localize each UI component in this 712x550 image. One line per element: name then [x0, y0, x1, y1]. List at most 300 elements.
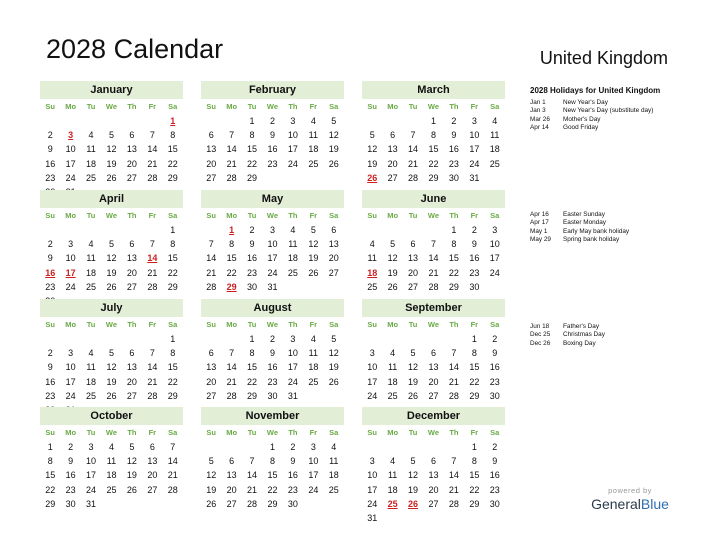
day-cell[interactable]: 2 [68, 442, 74, 452]
day-cell[interactable]: 2 [47, 130, 53, 141]
day-cell[interactable]: 12 [106, 253, 117, 264]
day-cell[interactable]: 15 [469, 470, 480, 481]
day-cell[interactable]: 15 [167, 362, 178, 373]
day-cell[interactable]: 26 [106, 172, 117, 183]
day-cell[interactable]: 30 [267, 390, 278, 401]
day-cell[interactable]: 25 [387, 390, 398, 401]
day-cell[interactable]: 7 [229, 130, 235, 141]
day-cell[interactable]: 11 [308, 130, 318, 141]
day-cell[interactable]: 7 [430, 239, 436, 250]
day-cell[interactable]: 22 [167, 376, 178, 387]
day-cell[interactable]: 22 [45, 484, 56, 495]
day-cell[interactable]: 24 [65, 390, 76, 401]
day-cell[interactable]: 11 [329, 456, 339, 467]
day-cell[interactable]: 24 [86, 484, 97, 495]
day-cell[interactable]: 4 [88, 348, 94, 359]
day-cell[interactable]: 15 [267, 470, 278, 481]
day-cell[interactable]: 14 [206, 253, 217, 264]
day-cell[interactable]: 5 [410, 348, 416, 359]
day-cell[interactable]: 12 [408, 362, 419, 373]
day-cell[interactable]: 14 [147, 362, 158, 373]
day-cell[interactable]: 12 [106, 144, 117, 155]
day-cell[interactable]: 20 [126, 158, 137, 169]
day-cell[interactable]: 16 [489, 470, 500, 481]
day-cell[interactable]: 18 [86, 158, 97, 169]
day-cell[interactable]: 14 [226, 362, 237, 373]
day-cell[interactable]: 11 [86, 253, 96, 264]
day-cell[interactable]: 8 [229, 239, 235, 250]
day-cell[interactable]: 27 [147, 484, 158, 495]
day-cell[interactable]: 19 [328, 144, 339, 155]
day-cell[interactable]: 17 [287, 144, 298, 155]
day-cell[interactable]: 11 [86, 362, 96, 373]
day-cell-holiday[interactable]: 17 [65, 267, 76, 278]
day-cell[interactable]: 24 [267, 267, 278, 278]
day-cell[interactable]: 17 [65, 376, 76, 387]
day-cell[interactable]: 3 [471, 116, 477, 126]
day-cell-holiday[interactable]: 3 [68, 130, 74, 141]
day-cell[interactable]: 16 [489, 362, 500, 373]
day-cell[interactable]: 16 [448, 144, 459, 155]
day-cell[interactable]: 31 [267, 281, 278, 292]
day-cell[interactable]: 13 [126, 144, 137, 155]
day-cell[interactable]: 27 [206, 390, 217, 401]
day-cell[interactable]: 23 [489, 376, 500, 387]
day-cell[interactable]: 20 [206, 376, 217, 387]
day-cell[interactable]: 3 [68, 239, 74, 250]
day-cell[interactable]: 19 [126, 470, 137, 481]
day-cell[interactable]: 22 [469, 376, 480, 387]
day-cell-holiday[interactable]: 1 [170, 116, 176, 126]
day-cell[interactable]: 3 [269, 225, 275, 235]
day-cell[interactable]: 15 [247, 362, 258, 373]
day-cell[interactable]: 2 [269, 334, 275, 344]
day-cell[interactable]: 11 [106, 456, 117, 467]
day-cell[interactable]: 29 [45, 498, 56, 509]
day-cell[interactable]: 20 [226, 484, 237, 495]
day-cell[interactable]: 4 [310, 116, 316, 126]
day-cell[interactable]: 4 [369, 239, 375, 250]
day-cell[interactable]: 17 [65, 158, 76, 169]
day-cell-holiday[interactable]: 18 [367, 267, 378, 278]
day-cell[interactable]: 10 [308, 456, 319, 467]
day-cell[interactable]: 28 [147, 281, 158, 292]
day-cell[interactable]: 30 [489, 498, 500, 509]
day-cell[interactable]: 8 [269, 456, 275, 467]
day-cell[interactable]: 13 [206, 144, 217, 155]
day-cell[interactable]: 11 [387, 362, 398, 373]
day-cell[interactable]: 10 [86, 456, 97, 467]
day-cell[interactable]: 23 [45, 172, 56, 183]
day-cell[interactable]: 7 [149, 130, 155, 141]
day-cell[interactable]: 1 [170, 334, 176, 344]
day-cell[interactable]: 16 [267, 144, 278, 155]
day-cell[interactable]: 17 [287, 362, 298, 373]
day-cell[interactable]: 11 [86, 144, 96, 155]
day-cell[interactable]: 3 [290, 116, 296, 126]
day-cell[interactable]: 28 [147, 390, 158, 401]
day-cell[interactable]: 8 [249, 130, 255, 141]
day-cell[interactable]: 6 [129, 130, 135, 141]
day-cell[interactable]: 6 [430, 348, 436, 359]
day-cell[interactable]: 28 [428, 281, 439, 292]
day-cell[interactable]: 22 [267, 484, 278, 495]
day-cell[interactable]: 19 [408, 484, 419, 495]
day-cell[interactable]: 17 [469, 144, 480, 155]
day-cell[interactable]: 6 [208, 348, 214, 359]
day-cell[interactable]: 22 [469, 484, 480, 495]
day-cell[interactable]: 23 [247, 267, 258, 278]
day-cell[interactable]: 3 [492, 225, 498, 235]
day-cell[interactable]: 1 [471, 334, 477, 344]
day-cell[interactable]: 13 [428, 362, 439, 373]
day-cell[interactable]: 6 [331, 225, 337, 235]
day-cell[interactable]: 20 [428, 376, 439, 387]
day-cell[interactable]: 2 [47, 239, 53, 250]
day-cell[interactable]: 10 [65, 253, 76, 264]
day-cell[interactable]: 15 [45, 470, 56, 481]
day-cell[interactable]: 23 [45, 390, 56, 401]
day-cell[interactable]: 20 [428, 484, 439, 495]
day-cell[interactable]: 13 [147, 456, 158, 467]
day-cell[interactable]: 1 [170, 225, 176, 235]
day-cell[interactable]: 18 [308, 362, 319, 373]
day-cell[interactable]: 15 [167, 253, 178, 264]
day-cell[interactable]: 26 [387, 281, 398, 292]
day-cell-holiday[interactable]: 1 [229, 225, 235, 235]
day-cell[interactable]: 14 [448, 470, 459, 481]
day-cell[interactable]: 15 [469, 362, 480, 373]
day-cell[interactable]: 29 [469, 390, 480, 401]
day-cell[interactable]: 8 [47, 456, 53, 467]
day-cell[interactable]: 19 [206, 484, 217, 495]
day-cell[interactable]: 23 [65, 484, 76, 495]
day-cell[interactable]: 3 [290, 334, 296, 344]
day-cell[interactable]: 30 [65, 498, 76, 509]
day-cell-holiday[interactable]: 26 [408, 498, 419, 509]
day-cell[interactable]: 24 [287, 376, 298, 387]
day-cell[interactable]: 28 [226, 172, 237, 183]
day-cell[interactable]: 24 [469, 158, 480, 169]
day-cell[interactable]: 1 [249, 334, 255, 344]
day-cell[interactable]: 10 [287, 130, 298, 141]
day-cell[interactable]: 10 [65, 362, 76, 373]
day-cell[interactable]: 28 [408, 172, 419, 183]
day-cell[interactable]: 24 [308, 484, 319, 495]
day-cell[interactable]: 29 [469, 498, 480, 509]
day-cell-holiday[interactable]: 26 [367, 172, 378, 183]
day-cell[interactable]: 10 [489, 239, 500, 250]
day-cell[interactable]: 25 [86, 390, 97, 401]
day-cell[interactable]: 15 [226, 253, 237, 264]
day-cell[interactable]: 4 [310, 334, 316, 344]
day-cell[interactable]: 15 [448, 253, 459, 264]
day-cell[interactable]: 11 [288, 239, 298, 250]
day-cell[interactable]: 25 [86, 172, 97, 183]
day-cell[interactable]: 21 [448, 484, 459, 495]
day-cell[interactable]: 1 [451, 225, 457, 235]
day-cell[interactable]: 5 [129, 442, 135, 452]
day-cell[interactable]: 2 [290, 442, 296, 452]
day-cell[interactable]: 9 [269, 130, 275, 141]
day-cell[interactable]: 4 [390, 348, 396, 359]
day-cell[interactable]: 23 [469, 267, 480, 278]
day-cell[interactable]: 8 [170, 348, 176, 359]
day-cell[interactable]: 5 [108, 130, 114, 141]
day-cell[interactable]: 29 [167, 281, 178, 292]
day-cell[interactable]: 16 [45, 376, 56, 387]
day-cell[interactable]: 14 [428, 253, 439, 264]
day-cell[interactable]: 10 [65, 144, 76, 155]
day-cell[interactable]: 12 [126, 456, 137, 467]
day-cell[interactable]: 28 [448, 498, 459, 509]
day-cell[interactable]: 3 [310, 442, 316, 452]
day-cell[interactable]: 27 [126, 390, 137, 401]
day-cell[interactable]: 19 [106, 376, 117, 387]
day-cell[interactable]: 9 [249, 239, 255, 250]
day-cell[interactable]: 2 [471, 225, 477, 235]
day-cell[interactable]: 10 [287, 348, 298, 359]
day-cell[interactable]: 3 [369, 456, 375, 467]
day-cell[interactable]: 25 [86, 281, 97, 292]
day-cell[interactable]: 19 [328, 362, 339, 373]
day-cell[interactable]: 27 [206, 172, 217, 183]
day-cell[interactable]: 14 [167, 456, 178, 467]
day-cell[interactable]: 8 [451, 239, 457, 250]
day-cell[interactable]: 26 [408, 390, 419, 401]
day-cell[interactable]: 31 [469, 172, 480, 183]
day-cell[interactable]: 3 [68, 348, 74, 359]
day-cell[interactable]: 23 [267, 158, 278, 169]
day-cell[interactable]: 22 [428, 158, 439, 169]
day-cell[interactable]: 8 [170, 130, 176, 141]
day-cell[interactable]: 2 [269, 116, 275, 126]
day-cell[interactable]: 9 [451, 130, 457, 141]
day-cell[interactable]: 6 [149, 442, 155, 452]
day-cell[interactable]: 6 [430, 456, 436, 467]
day-cell[interactable]: 31 [86, 498, 97, 509]
day-cell[interactable]: 6 [410, 239, 416, 250]
day-cell[interactable]: 21 [147, 376, 158, 387]
day-cell[interactable]: 9 [47, 253, 53, 264]
day-cell[interactable]: 13 [387, 144, 398, 155]
day-cell[interactable]: 19 [367, 158, 378, 169]
day-cell[interactable]: 7 [208, 239, 214, 250]
day-cell[interactable]: 4 [108, 442, 114, 452]
day-cell[interactable]: 1 [249, 116, 255, 126]
day-cell[interactable]: 18 [489, 144, 500, 155]
day-cell[interactable]: 7 [149, 348, 155, 359]
day-cell[interactable]: 29 [448, 281, 459, 292]
day-cell[interactable]: 13 [206, 362, 217, 373]
day-cell[interactable]: 31 [367, 512, 378, 523]
day-cell[interactable]: 8 [249, 348, 255, 359]
day-cell[interactable]: 2 [47, 348, 53, 359]
day-cell-holiday[interactable]: 29 [226, 281, 237, 292]
day-cell[interactable]: 7 [229, 348, 235, 359]
day-cell[interactable]: 29 [267, 498, 278, 509]
day-cell[interactable]: 16 [267, 362, 278, 373]
day-cell[interactable]: 28 [167, 484, 178, 495]
day-cell[interactable]: 25 [287, 267, 298, 278]
day-cell[interactable]: 21 [247, 484, 258, 495]
day-cell[interactable]: 17 [367, 376, 378, 387]
day-cell[interactable]: 2 [451, 116, 457, 126]
day-cell[interactable]: 21 [147, 158, 158, 169]
day-cell[interactable]: 24 [287, 158, 298, 169]
day-cell[interactable]: 14 [448, 362, 459, 373]
day-cell[interactable]: 21 [408, 158, 419, 169]
day-cell[interactable]: 27 [387, 172, 398, 183]
day-cell[interactable]: 13 [126, 253, 137, 264]
day-cell[interactable]: 22 [167, 158, 178, 169]
day-cell[interactable]: 4 [390, 456, 396, 467]
day-cell[interactable]: 25 [106, 484, 117, 495]
day-cell[interactable]: 22 [247, 158, 258, 169]
day-cell[interactable]: 19 [387, 267, 398, 278]
day-cell[interactable]: 6 [390, 130, 396, 141]
day-cell[interactable]: 4 [88, 130, 94, 141]
day-cell[interactable]: 14 [247, 470, 258, 481]
day-cell[interactable]: 25 [308, 376, 319, 387]
day-cell[interactable]: 14 [147, 144, 158, 155]
day-cell[interactable]: 11 [367, 253, 377, 264]
day-cell[interactable]: 18 [86, 376, 97, 387]
day-cell[interactable]: 2 [492, 442, 498, 452]
day-cell[interactable]: 4 [290, 225, 296, 235]
day-cell[interactable]: 31 [287, 390, 298, 401]
day-cell[interactable]: 23 [45, 281, 56, 292]
day-cell[interactable]: 29 [167, 390, 178, 401]
day-cell[interactable]: 16 [469, 253, 480, 264]
day-cell[interactable]: 12 [328, 348, 339, 359]
day-cell[interactable]: 2 [249, 225, 255, 235]
day-cell[interactable]: 21 [226, 376, 237, 387]
day-cell[interactable]: 9 [492, 456, 498, 467]
day-cell-holiday[interactable]: 14 [147, 253, 158, 264]
day-cell[interactable]: 12 [328, 130, 339, 141]
day-cell[interactable]: 4 [331, 442, 337, 452]
day-cell[interactable]: 18 [308, 144, 319, 155]
day-cell[interactable]: 27 [408, 281, 419, 292]
day-cell[interactable]: 17 [308, 470, 319, 481]
day-cell[interactable]: 3 [369, 348, 375, 359]
day-cell[interactable]: 14 [226, 144, 237, 155]
day-cell[interactable]: 21 [167, 470, 178, 481]
day-cell[interactable]: 11 [387, 470, 398, 481]
day-cell[interactable]: 23 [267, 376, 278, 387]
day-cell[interactable]: 6 [229, 456, 235, 467]
day-cell[interactable]: 9 [47, 362, 53, 373]
day-cell[interactable]: 26 [126, 484, 137, 495]
day-cell[interactable]: 24 [367, 498, 378, 509]
day-cell[interactable]: 21 [147, 267, 158, 278]
day-cell[interactable]: 30 [469, 281, 480, 292]
day-cell[interactable]: 21 [206, 267, 217, 278]
day-cell[interactable]: 7 [451, 456, 457, 467]
day-cell[interactable]: 11 [308, 348, 318, 359]
day-cell[interactable]: 18 [387, 484, 398, 495]
day-cell[interactable]: 7 [249, 456, 255, 467]
day-cell[interactable]: 19 [408, 376, 419, 387]
day-cell[interactable]: 9 [471, 239, 477, 250]
day-cell[interactable]: 10 [367, 470, 378, 481]
day-cell[interactable]: 28 [247, 498, 258, 509]
day-cell[interactable]: 6 [129, 348, 135, 359]
day-cell[interactable]: 7 [170, 442, 176, 452]
day-cell[interactable]: 18 [86, 267, 97, 278]
day-cell[interactable]: 10 [469, 130, 480, 141]
day-cell[interactable]: 27 [226, 498, 237, 509]
day-cell[interactable]: 12 [367, 144, 378, 155]
day-cell[interactable]: 28 [226, 390, 237, 401]
day-cell[interactable]: 25 [367, 281, 378, 292]
day-cell[interactable]: 1 [47, 442, 53, 452]
day-cell[interactable]: 8 [430, 130, 436, 141]
day-cell[interactable]: 6 [208, 130, 214, 141]
day-cell[interactable]: 16 [287, 470, 298, 481]
day-cell[interactable]: 30 [448, 172, 459, 183]
day-cell[interactable]: 19 [106, 267, 117, 278]
day-cell[interactable]: 5 [108, 239, 114, 250]
day-cell[interactable]: 13 [226, 470, 237, 481]
day-cell[interactable]: 27 [428, 498, 439, 509]
day-cell[interactable]: 20 [147, 470, 158, 481]
day-cell[interactable]: 18 [328, 470, 339, 481]
day-cell[interactable]: 12 [308, 239, 319, 250]
day-cell[interactable]: 16 [45, 158, 56, 169]
day-cell[interactable]: 13 [428, 470, 439, 481]
day-cell[interactable]: 10 [267, 239, 278, 250]
day-cell[interactable]: 22 [247, 376, 258, 387]
day-cell[interactable]: 17 [367, 484, 378, 495]
day-cell[interactable]: 22 [448, 267, 459, 278]
day-cell[interactable]: 5 [331, 116, 337, 126]
day-cell[interactable]: 6 [129, 239, 135, 250]
day-cell[interactable]: 20 [126, 376, 137, 387]
day-cell[interactable]: 26 [206, 498, 217, 509]
day-cell[interactable]: 26 [328, 158, 339, 169]
day-cell[interactable]: 5 [369, 130, 375, 141]
day-cell[interactable]: 24 [65, 281, 76, 292]
day-cell[interactable]: 9 [290, 456, 296, 467]
brand-logo[interactable] [588, 486, 672, 512]
day-cell[interactable]: 18 [387, 376, 398, 387]
day-cell[interactable]: 22 [226, 267, 237, 278]
day-cell[interactable]: 24 [367, 390, 378, 401]
day-cell[interactable]: 15 [167, 144, 178, 155]
day-cell[interactable]: 20 [126, 267, 137, 278]
day-cell[interactable]: 30 [489, 390, 500, 401]
day-cell[interactable]: 17 [489, 253, 500, 264]
day-cell[interactable]: 19 [106, 158, 117, 169]
day-cell[interactable]: 5 [390, 239, 396, 250]
day-cell[interactable]: 12 [408, 470, 419, 481]
day-cell[interactable]: 15 [428, 144, 439, 155]
day-cell[interactable]: 13 [328, 239, 339, 250]
day-cell[interactable]: 3 [88, 442, 94, 452]
day-cell[interactable]: 7 [451, 348, 457, 359]
day-cell[interactable]: 7 [410, 130, 416, 141]
day-cell[interactable]: 25 [308, 158, 319, 169]
day-cell[interactable]: 1 [430, 116, 436, 126]
day-cell[interactable]: 18 [106, 470, 117, 481]
day-cell[interactable]: 17 [267, 253, 278, 264]
day-cell[interactable]: 13 [408, 253, 419, 264]
day-cell[interactable]: 5 [310, 225, 316, 235]
day-cell[interactable]: 29 [247, 390, 258, 401]
day-cell[interactable]: 27 [428, 390, 439, 401]
